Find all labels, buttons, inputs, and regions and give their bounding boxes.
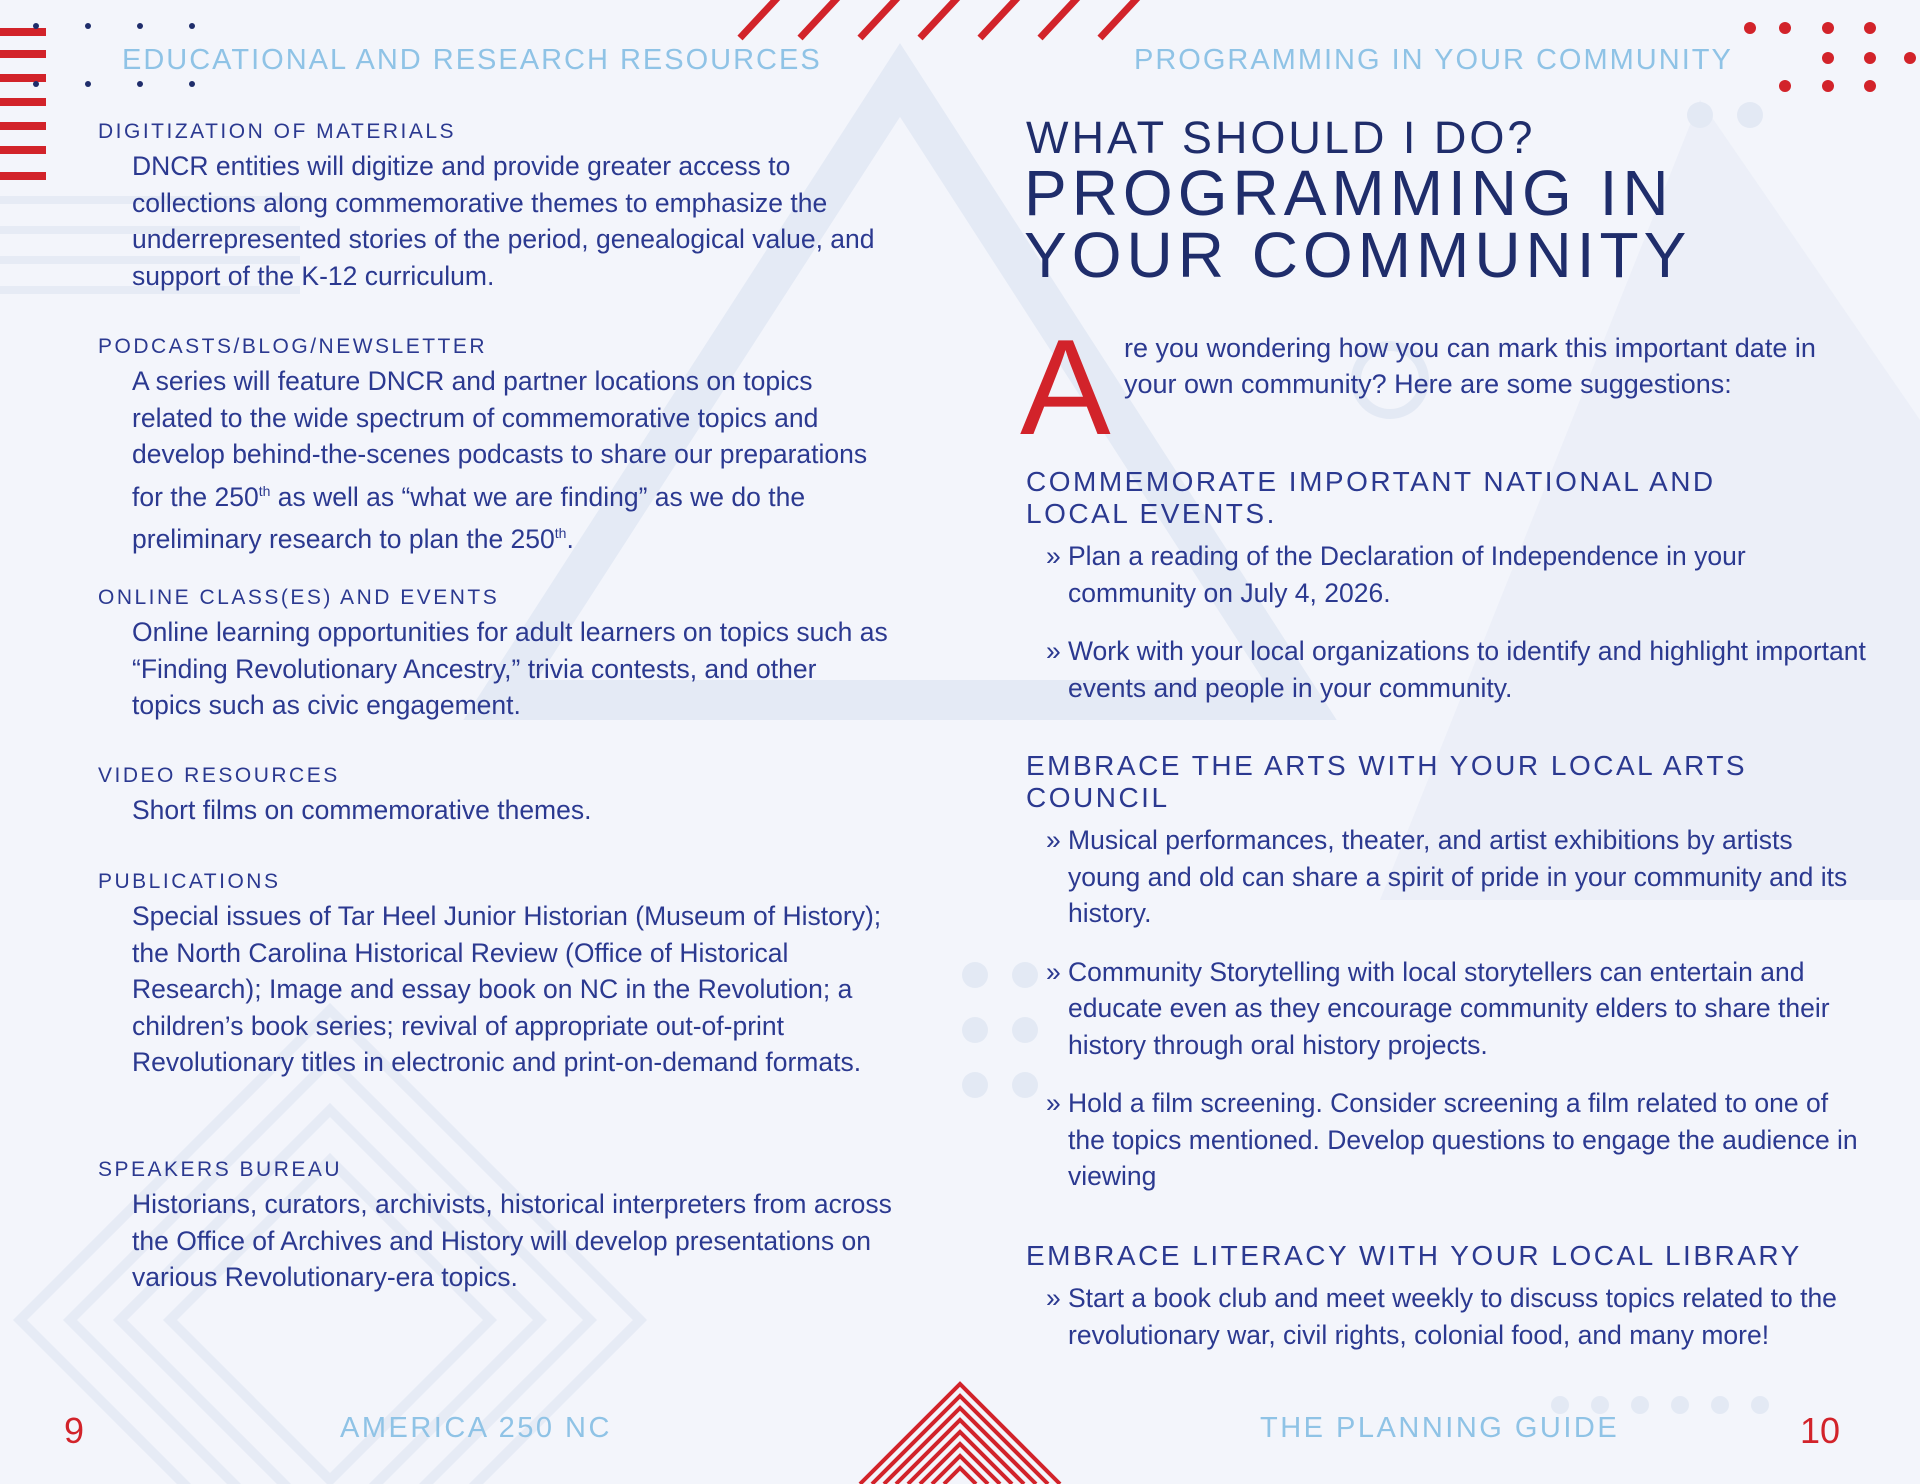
section-body: Special issues of Tar Heel Junior Historian (Museum of History); the North Carolina Historical Review (Office of Historical Research); Image and essay book on NC in the Revolution; a children’s book series; revival of appropriate out-of-print Revolutionary titles in electronic and print-on-demand formats. [132, 901, 882, 1077]
section-embrace-literacy [1026, 1240, 1876, 1375]
footer-title: THE PLANNING GUIDE [1260, 1412, 1620, 1444]
list-item: » Start a book club and meet weekly to discuss topics related to the revolutionary war, civil rights, colonial food, and many more! [1046, 1283, 1837, 1350]
intro-paragraph: re you wondering how you can mark this important date in your own community? Here are some suggestions: [1124, 333, 1816, 399]
right-running-head: PROGRAMMING IN YOUR COMMUNITY [1134, 44, 1733, 76]
section-body: Short films on commemorative themes. [132, 795, 592, 825]
page-title: PROGRAMMING IN YOUR COMMUNITY [1024, 157, 1692, 291]
bullet-list [1026, 538, 1876, 706]
list-item: » Work with your local organizations to identify and highlight important events and people in your community. [1046, 636, 1866, 703]
section-online-classes [98, 586, 898, 724]
right-page [960, 0, 1920, 1484]
list-item: » Hold a film screening. Consider screening a film related to one of the topics mentioned. Develop questions to engage the audience in viewing [1046, 1088, 1858, 1191]
section-heading: PODCASTS/BLOG/NEWSLETTER [98, 335, 488, 358]
section-body: A series will feature DNCR and partner locations on topics related to the wide spectrum of commemorative topics and develop behind-the-scenes podcasts to share our preparations for the 250th as well as “what we are finding” as we do the preliminary research to plan the 250th. [132, 366, 868, 554]
bullet-list [1026, 1280, 1876, 1353]
section-podcasts [98, 335, 898, 557]
section-body: DNCR entities will digitize and provide greater access to collections along commemorative themes to emphasize the underrepresented stories of the period, genealogical value, and support of the K-12 curriculum. [132, 151, 875, 291]
section-heading: VIDEO RESOURCES [98, 764, 340, 787]
section-publications [98, 870, 898, 1081]
section-heading: DIGITIZATION OF MATERIALS [98, 120, 457, 143]
section-heading: EMBRACE THE ARTS WITH YOUR LOCAL ARTS COUNCIL [1026, 750, 1748, 813]
section-speakers-bureau [98, 1158, 898, 1296]
section-body: Historians, curators, archivists, historical interpreters from across the Office of Archives and History will develop presentations on various Revolutionary-era topics. [132, 1189, 892, 1292]
section-heading: SPEAKERS BUREAU [98, 1158, 343, 1181]
section-heading: ONLINE CLASS(ES) AND EVENTS [98, 586, 500, 609]
section-heading: PUBLICATIONS [98, 870, 281, 893]
list-item: » Musical performances, theater, and artist exhibitions by artists young and old can share a spirit of pride in your community and its history. [1046, 825, 1848, 928]
section-body: Online learning opportunities for adult learners on topics such as “Finding Revolutionary Ancestry,” trivia contests, and other topics such as civic engagement. [132, 617, 888, 720]
section-heading: COMMEMORATE IMPORTANT NATIONAL AND LOCAL EVENTS. [1026, 466, 1716, 529]
list-item: » Plan a reading of the Declaration of Independence in your community on July 4, 2026. [1046, 541, 1746, 608]
section-commemorate-events [1026, 466, 1876, 728]
bullet-list [1026, 822, 1876, 1195]
footer-title: AMERICA 250 NC [340, 1412, 612, 1444]
kicker-heading: WHAT SHOULD I DO? [1026, 112, 1536, 163]
drop-cap: A [1020, 311, 1111, 463]
section-digitization [98, 120, 898, 294]
page-number: 10 [1800, 1410, 1841, 1451]
section-embrace-arts [1026, 750, 1876, 1217]
section-video-resources [98, 764, 898, 829]
list-item: » Community Storytelling with local storytellers can entertain and educate even as they encourage community elders to share their history through oral history projects. [1046, 956, 1830, 1060]
section-heading: EMBRACE LITERACY WITH YOUR LOCAL LIBRARY [1026, 1240, 1802, 1271]
left-running-head: EDUCATIONAL AND RESEARCH RESOURCES [122, 44, 822, 76]
page-number: 9 [64, 1410, 85, 1451]
